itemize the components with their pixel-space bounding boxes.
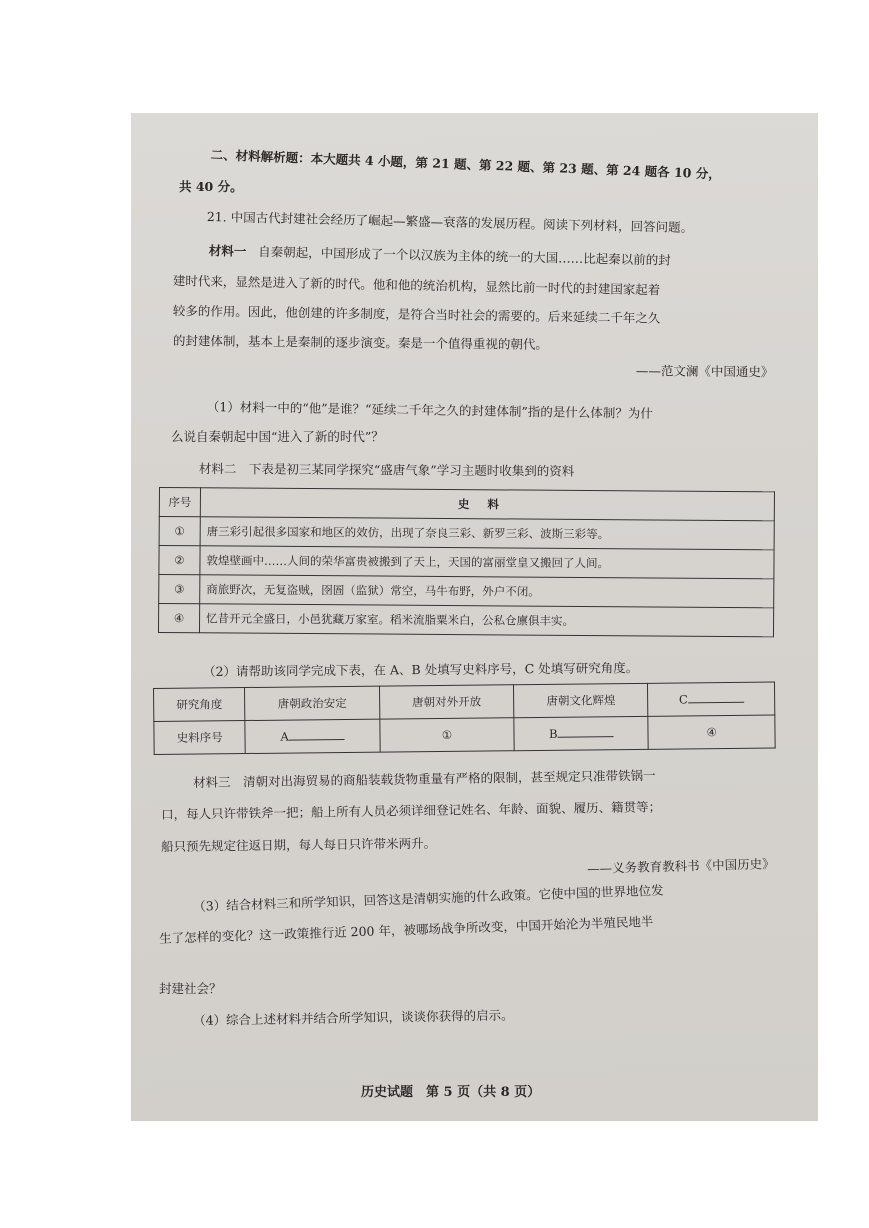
question-21-stem: 21. 中国古代封建社会经历了崛起—繁盛—衰落的发展历程。阅读下列材料，回答问题。 [206, 209, 694, 236]
section-heading: 二、材料解析题：本大题共 4 小题，第 21 题、第 22 题、第 23 题、第 24 题各 10 分， [210, 147, 722, 182]
table-header-row [159, 488, 774, 521]
material-2-intro: 材料二 下表是初三某同学探究“盛唐气象”学习主题时收集到的资料 [198, 461, 575, 479]
material-1-label: 材料一 [208, 243, 247, 259]
material-1-line-4: 的封建体制，基本上是秦制的逐步演变。秦是一个值得重视的朝代。 [172, 333, 548, 352]
question-2: （2）请帮助该同学完成下表，在 A、B 处填写史料序号，C 处填写研究角度。 [203, 660, 639, 679]
material-1-line-3: 较多的作用。因此，他创建的许多制度，是符合当时社会的需要的。后来延续二千年之久 [172, 303, 661, 326]
header-material: 史料 [200, 488, 774, 521]
material-2-table [158, 487, 775, 637]
header-number: 序号 [159, 488, 200, 517]
question-3-line-3: 封建社会？ [159, 981, 222, 996]
question-4: （4）综合上述材料并结合所学知识，谈谈你获得的启示。 [193, 1007, 514, 1028]
row-text: 忆昔开元全盛日，小邑犹藏万家室。稻米流脂粟米白，公私仓廪俱丰实。 [199, 604, 773, 637]
row-number: ① [159, 517, 200, 546]
question-3-line-1: （3）结合材料三和所学知识，回答这是清朝实施的什么政策。它使中国的世界地位发 [193, 882, 664, 914]
row-number: ③ [159, 575, 200, 604]
material-1-source: ——范文澜《中国通史》 [635, 363, 774, 380]
fill-in-table [153, 681, 776, 755]
row-number: ② [159, 546, 200, 575]
material-1-line-1 [209, 243, 671, 269]
cell-source-number-label: 史料序号 [154, 721, 246, 755]
page-footer: 历史试题 第 5 页（共 8 页） [361, 1085, 541, 1100]
question-1-line-2: 么说自秦朝起中国“进入了新的时代”？ [171, 429, 384, 444]
table-row [154, 715, 775, 755]
cell-blank-a[interactable]: A [245, 719, 380, 753]
table-row [159, 546, 774, 579]
cell-source-4: ④ [648, 715, 775, 749]
cell-culture: 唐朝文化辉煌 [514, 683, 649, 717]
material-3-line-2: 口，每人只许带铁斧一把；船上所有人员必须详细登记姓名、年龄、面貌、履历、籍贯等； [161, 799, 662, 822]
row-text: 敦煌壁画中……人间的荣华富贵被搬到了天上，天国的富丽堂皇又搬回了人间。 [200, 546, 774, 579]
material-3-line-3: 船只预先规定往返日期，每人每日只许带米两升。 [161, 835, 437, 854]
material-1-text: 自秦朝起，中国形成了一个以汉族为主体的统一的大国……比起秦以前的封 [258, 244, 671, 268]
table-row [159, 517, 774, 550]
row-text: 商旅野次，无复盗贼，囹圄（监狱）常空，马牛布野，外户不闭。 [200, 575, 774, 608]
cell-opening: 唐朝对外开放 [379, 685, 514, 719]
material-3-source: ——义务教育教科书《中国历史》 [587, 856, 775, 876]
question-1-line-1: （1）材料一中的“他”是谁？“延续二千年之久的封建体制”指的是什么体制？为什 [206, 399, 653, 422]
table-row [158, 604, 773, 637]
section-heading-cont: 共 40 分。 [179, 179, 243, 194]
cell-source-1: ① [380, 718, 515, 752]
exam-page [131, 113, 818, 1121]
material-3-line-1: 材料三 清朝对出海贸易的商船装载货物重量有严格的限制，甚至规定只准带铁锅一 [193, 767, 656, 790]
cell-blank-b[interactable]: B [514, 716, 649, 750]
cell-blank-c[interactable]: C [648, 682, 775, 716]
cell-research-angle-label: 研究角度 [154, 688, 246, 722]
row-number: ④ [158, 604, 199, 633]
question-3-line-2: 生了怎样的变化？这一政策推行近 200 年，被哪场战争所改变，中国开始沦为半殖民地半 [159, 913, 654, 946]
material-1-line-2: 建时代来，显然是进入了新的时代。他和他的统治机构，显然比前一时代的封建国家起着 [172, 273, 661, 298]
table-row [159, 575, 774, 608]
cell-political: 唐朝政治安定 [245, 686, 380, 720]
row-text: 唐三彩引起很多国家和地区的效仿，出现了奈良三彩、新罗三彩、波斯三彩等。 [200, 517, 774, 550]
